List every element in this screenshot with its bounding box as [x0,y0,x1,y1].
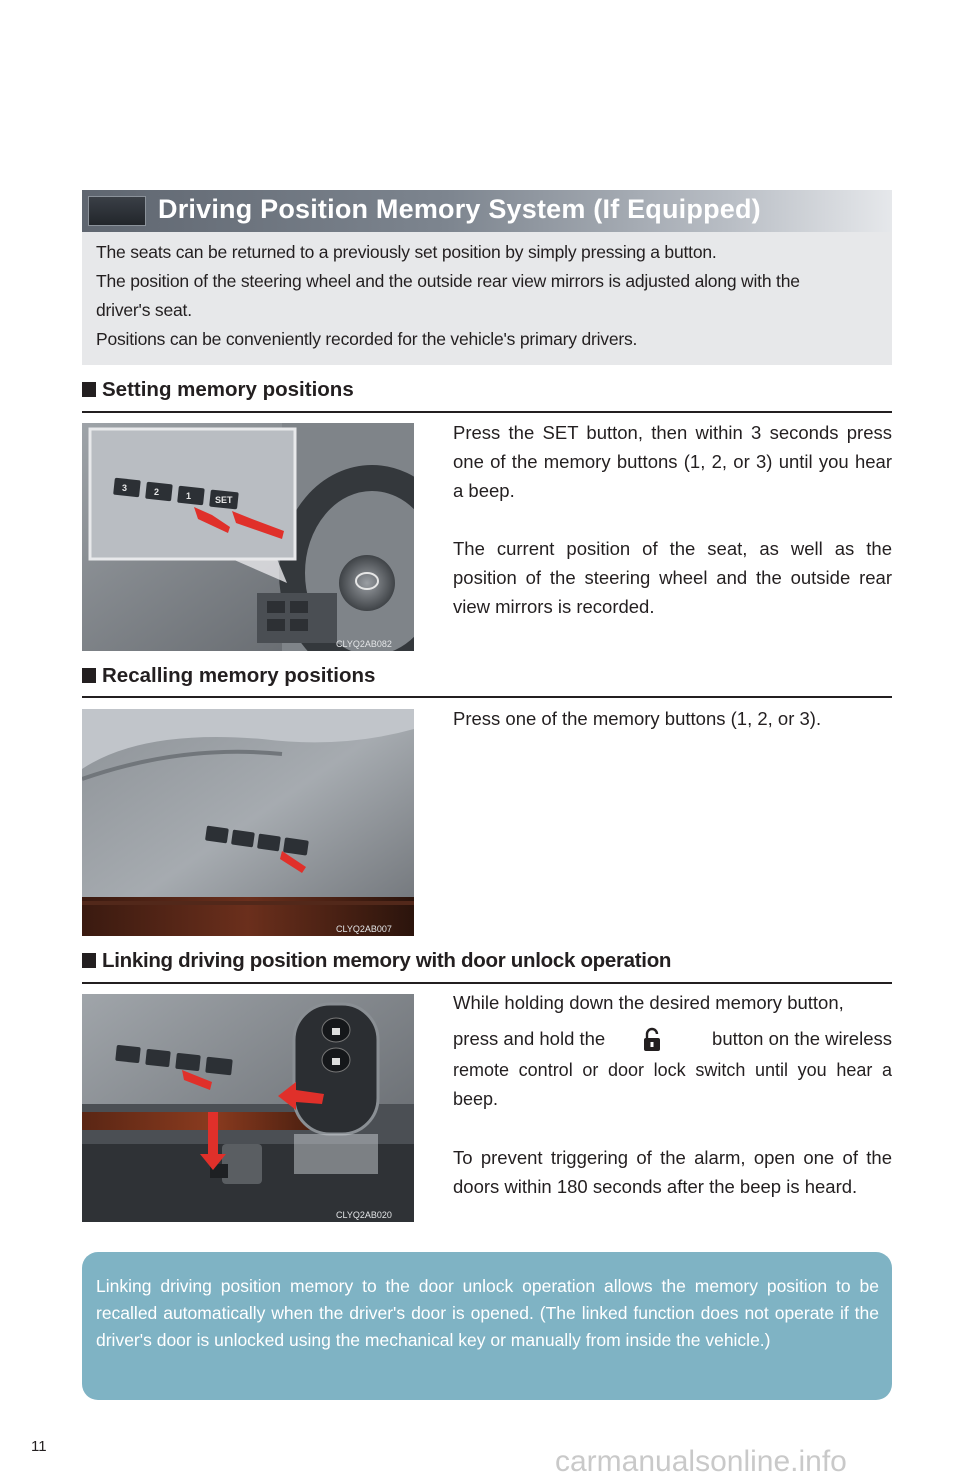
paragraph: The current position of the seat, as well as the position of the steering wheel and the outside rear view mirrors is recorded. [453,538,892,617]
image-caption: CLYQ2AB007 [336,924,392,934]
section-heading-setting: Setting memory positions [82,378,354,402]
section-divider [82,696,892,698]
paragraph: Press one of the memory buttons (1, 2, or 3). [453,708,822,729]
setting-text [453,418,892,650]
section-divider [82,411,892,413]
paragraph: remote control or door lock switch until you hear a beep. [453,1060,892,1109]
unlock-icon [639,1026,679,1052]
paragraph: Press the SET button, then within 3 seconds press one of the memory buttons (1, 2, or 3) until you hear a beep. [453,422,892,501]
svg-text:SET: SET [215,495,233,505]
bullet-square-icon [82,953,96,968]
bullet-square-icon [82,382,96,397]
paragraph: To prevent triggering of the alarm, open one of the doors within 180 seconds after the beep is heard. [453,1147,892,1197]
paragraph: While holding down the desired memory button, [453,992,844,1013]
title-swatch [88,196,146,226]
photo-setting-memory [82,423,414,651]
photo-recalling-memory [82,709,414,936]
svg-text:3: 3 [122,483,128,493]
image-caption: CLYQ2AB020 [336,1210,392,1220]
svg-text:1: 1 [186,491,192,501]
section-heading-recalling: Recalling memory positions [82,664,375,688]
page-number: 11 [31,1438,47,1455]
page-title: Driving Position Memory System (If Equipped) [158,194,761,224]
paragraph: press and hold the button on the wireless [453,1024,892,1053]
intro-line: The position of the steering wheel and the outside rear view mirrors is adjusted along with the [96,271,800,291]
intro-line: Positions can be conveniently recorded for the vehicle's primary drivers. [96,329,638,349]
linking-text [453,988,892,1230]
bullet-square-icon [82,668,96,683]
section-divider [82,982,892,984]
photo-linking-memory [82,994,414,1222]
note-text: Linking driving position memory to the door unlock operation allows the memory position to be recalled automatically when the driver's door is opened. (The linked function does not operate if the driver's door is unlocked using the mechanical key or manually from inside the vehicle.) [96,1276,879,1350]
intro-line: The seats can be returned to a previously set position by simply pressing a button. [96,242,717,262]
intro-line: driver's seat. [96,300,192,320]
watermark: carmanualsonline.info [555,1445,847,1478]
section-heading-linking: Linking driving position memory with door unlock operation [82,949,671,973]
svg-text:2: 2 [154,487,160,497]
recalling-text [453,704,892,762]
image-caption: CLYQ2AB082 [336,639,392,649]
